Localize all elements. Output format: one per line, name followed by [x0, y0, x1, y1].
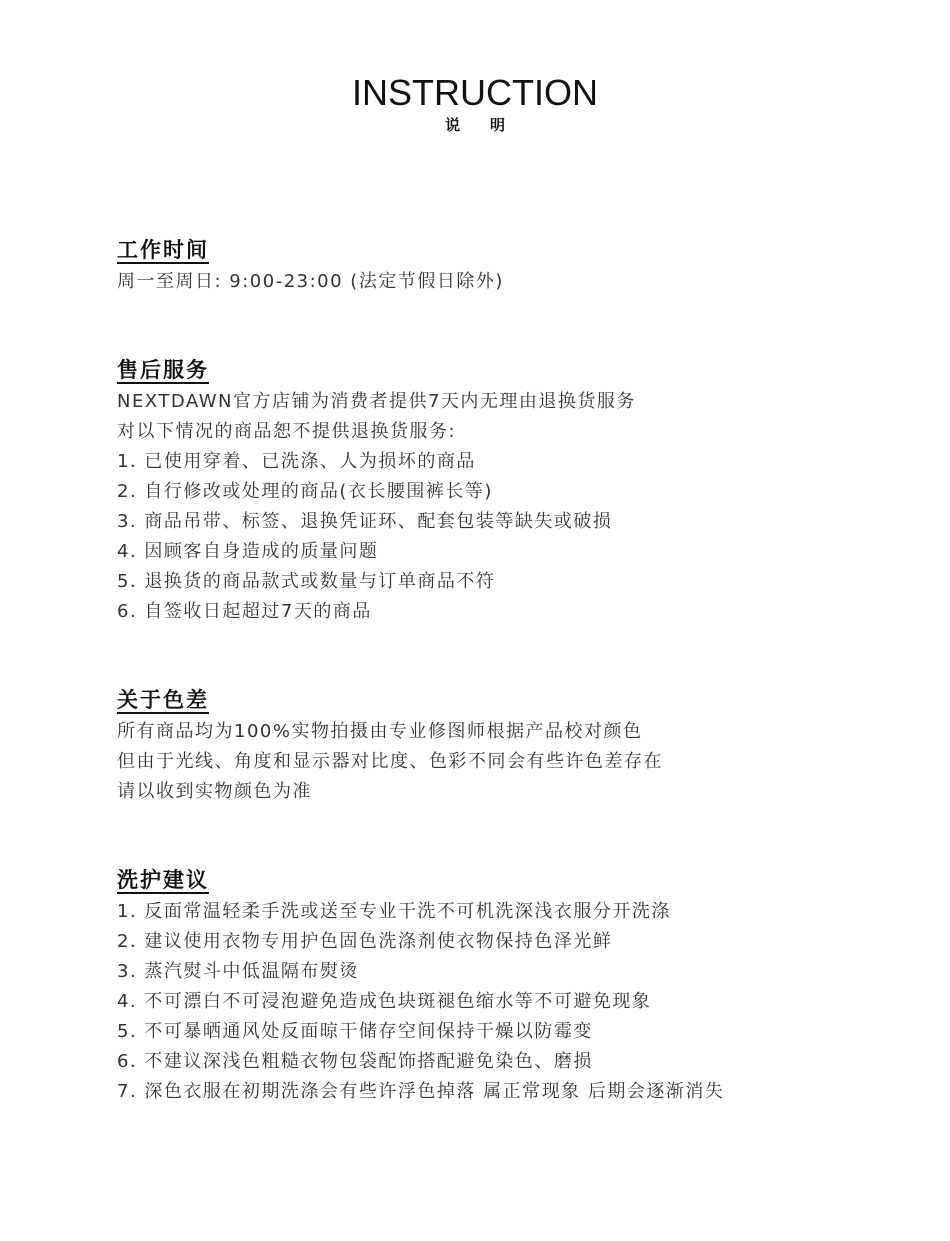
- page-header: [0, 72, 950, 135]
- care-advice-line: 3. 蒸汽熨斗中低温隔布熨烫: [117, 961, 359, 982]
- care-advice-line: 1. 反面常温轻柔手洗或送至专业干洗不可机洗深浅衣服分开洗涤: [117, 901, 671, 922]
- section-title-care-advice: 洗护建议: [117, 868, 209, 892]
- after-sales-line: 对以下情况的商品恕不提供退换货服务:: [117, 421, 457, 442]
- page-title: INSTRUCTION: [352, 72, 598, 113]
- care-advice-line: 2. 建议使用衣物专用护色固色洗涤剂使衣物保持色泽光鲜: [117, 931, 613, 952]
- working-hours-text: 周一至周日: 9:00-23:00 (法定节假日除外): [117, 271, 504, 292]
- care-advice-line: 7. 深色衣服在初期洗涤会有些许浮色掉落 属正常现象 后期会逐渐消失: [117, 1081, 725, 1102]
- after-sales-line: 2. 自行修改或处理的商品(衣长腰围裤长等): [117, 481, 493, 502]
- care-advice-line: 6. 不建议深浅色粗糙衣物包袋配饰搭配避免染色、磨损: [117, 1051, 593, 1072]
- after-sales-line: 1. 已使用穿着、已洗涤、人为损坏的商品: [117, 451, 476, 472]
- care-advice-line: 5. 不可暴晒通风处反面晾干储存空间保持干燥以防霉变: [117, 1021, 593, 1042]
- section-title-working-hours: 工作时间: [117, 238, 209, 262]
- after-sales-line: 6. 自签收日起超过7天的商品: [117, 601, 372, 622]
- section-care-advice: [117, 865, 877, 1107]
- section-working-hours: [117, 235, 877, 297]
- after-sales-line: 3. 商品吊带、标签、退换凭证环、配套包装等缺失或破损: [117, 511, 613, 532]
- color-difference-line: 请以收到实物颜色为准: [117, 781, 312, 802]
- color-difference-line: 所有商品均为100%实物拍摄由专业修图师根据产品校对颜色: [117, 721, 643, 742]
- care-advice-line: 4. 不可漂白不可浸泡避免造成色块斑褪色缩水等不可避免现象: [117, 991, 652, 1012]
- section-title-after-sales: 售后服务: [117, 358, 209, 382]
- section-title-color-difference: 关于色差: [117, 688, 209, 712]
- section-after-sales: [117, 355, 877, 627]
- after-sales-line: 5. 退换货的商品款式或数量与订单商品不符: [117, 571, 496, 592]
- after-sales-line: NEXTDAWN官方店铺为消费者提供7天内无理由退换货服务: [117, 391, 636, 412]
- section-color-difference: [117, 685, 877, 807]
- page-subtitle: 说明: [444, 116, 535, 134]
- after-sales-line: 4. 因顾客自身造成的质量问题: [117, 541, 379, 562]
- color-difference-line: 但由于光线、角度和显示器对比度、色彩不同会有些许色差存在: [117, 751, 663, 772]
